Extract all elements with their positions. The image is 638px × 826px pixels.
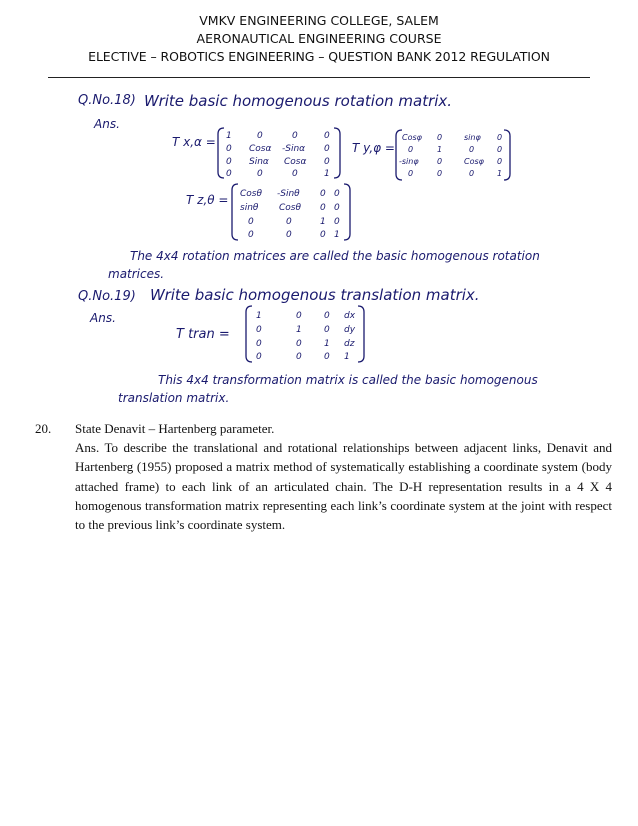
question-answer: Ans. To describe the translational and rotational relationships between adjacent links, Denavit and Hartenberg (1955) proposed a matrix method of systematically establishing a coordinate system (body attached frame) to each link of an articulated chain. The D-H representation results in a 4 X 4 homogenous transformation matrix representing each link’s coordinate system at the joint with respect to the previous link’s coordinate system. [75, 440, 612, 533]
matrix-cell: sinθ [240, 203, 259, 213]
tz-left-bracket [232, 184, 238, 240]
matrix-cell: 0 [286, 230, 292, 240]
matrix-cell: 0 [437, 133, 443, 142]
matrix-cell: 0 [296, 339, 302, 349]
ttran-left-bracket [246, 306, 252, 362]
matrix-cell: 0 [469, 169, 475, 178]
matrix-cell: 0 [324, 311, 330, 321]
matrix-cell: dy [344, 325, 356, 335]
matrix-cell: 1 [497, 169, 503, 178]
matrix-cell: sinφ [464, 133, 481, 142]
matrix-cell: 0 [296, 311, 302, 321]
tx-left-bracket [218, 128, 224, 178]
matrix-cell: 0 [469, 145, 475, 154]
ttran-matrix [256, 311, 356, 362]
matrix-cell: 1 [320, 217, 326, 227]
tx-matrix [226, 131, 330, 179]
matrix-cell: 0 [324, 144, 330, 154]
matrix-cell: 0 [248, 217, 254, 227]
matrix-cell: 0 [320, 230, 326, 240]
matrix-cell: 0 [226, 157, 232, 167]
matrix-cell: Cosφ [464, 157, 484, 166]
tz-label: T z,θ = [186, 193, 229, 207]
tz-matrix [240, 189, 340, 240]
matrix-cell: 0 [408, 169, 414, 178]
matrix-cell: 1 [256, 311, 262, 321]
q18-label: Q.No.18) [78, 93, 136, 108]
matrix-cell: -Sinα [282, 144, 306, 154]
matrix-cell: 0 [334, 203, 340, 213]
matrix-cell: -Sinθ [277, 189, 300, 199]
tx-label: T x,α = [172, 135, 216, 149]
matrix-cell: Cosθ [240, 189, 262, 199]
matrix-cell: 0 [324, 325, 330, 335]
matrix-cell: 0 [257, 131, 263, 141]
matrix-cell: 1 [344, 352, 350, 362]
matrix-cell: 0 [320, 189, 326, 199]
matrix-cell: 1 [334, 230, 340, 240]
matrix-cell: 0 [334, 217, 340, 227]
matrix-cell: 0 [226, 144, 232, 154]
matrix-cell: 0 [324, 157, 330, 167]
matrix-cell: 0 [497, 133, 503, 142]
ttran-label: T tran = [176, 327, 230, 342]
matrix-cell: dz [344, 339, 355, 349]
matrix-cell: 0 [226, 169, 232, 179]
q18-note-line1: The 4x4 rotation matrices are called the basic homogenous rotation [130, 249, 540, 263]
matrix-cell: 0 [257, 169, 263, 179]
ty-right-bracket [504, 130, 510, 180]
page-header [0, 12, 638, 66]
q18-question: Write basic homogenous rotation matrix. [144, 92, 453, 110]
matrix-cell: 0 [292, 131, 298, 141]
q19-note-line1: This 4x4 transformation matrix is called the basic homogenous [158, 373, 538, 387]
q19-ans-label: Ans. [90, 311, 116, 325]
matrix-cell: 1 [226, 131, 232, 141]
question-number: 20. [35, 421, 52, 436]
matrix-cell: 0 [292, 169, 298, 179]
matrix-cell: 0 [296, 352, 302, 362]
matrix-cell: 0 [286, 217, 292, 227]
q19-note-line2: translation matrix. [118, 391, 230, 405]
handwritten-answers-image [72, 88, 602, 413]
question-bank-title: ELECTIVE – ROBOTICS ENGINEERING – QUESTION BANK 2012 REGULATION [88, 49, 550, 64]
matrix-cell: 0 [256, 325, 262, 335]
ty-matrix [399, 133, 502, 178]
tz-right-bracket [344, 184, 350, 240]
matrix-cell: 0 [324, 131, 330, 141]
q18-note-line2: matrices. [108, 267, 165, 281]
q19-label: Q.No.19) [78, 289, 136, 304]
matrix-cell: 0 [334, 189, 340, 199]
ty-label: T y,φ = [352, 141, 395, 155]
question-title: State Denavit – Hartenberg parameter. [75, 421, 275, 436]
matrix-cell: Cosα [284, 157, 307, 167]
matrix-cell: 0 [256, 339, 262, 349]
tx-right-bracket [334, 128, 340, 178]
matrix-cell: 1 [324, 339, 330, 349]
q18-ans-label: Ans. [94, 117, 120, 131]
ttran-right-bracket [358, 306, 364, 362]
matrix-cell: 1 [437, 145, 443, 154]
matrix-cell: dx [344, 311, 356, 321]
matrix-cell: 1 [324, 169, 330, 179]
matrix-cell: 0 [256, 352, 262, 362]
matrix-cell: 0 [408, 145, 414, 154]
matrix-cell: Cosφ [402, 133, 422, 142]
matrix-cell: Cosθ [279, 203, 301, 213]
matrix-cell: Cosα [249, 144, 272, 154]
matrix-cell: 0 [437, 169, 443, 178]
matrix-cell: 0 [320, 203, 326, 213]
college-name: VMKV ENGINEERING COLLEGE, SALEM [199, 13, 439, 28]
matrix-cell: -sinφ [399, 157, 419, 166]
matrix-cell: 0 [497, 145, 503, 154]
matrix-cell: Sinα [249, 157, 269, 167]
q19-question: Write basic homogenous translation matrix. [150, 286, 480, 304]
matrix-cell: 0 [497, 157, 503, 166]
header-rule [48, 77, 590, 78]
matrix-cell: 0 [248, 230, 254, 240]
matrix-cell: 0 [437, 157, 443, 166]
matrix-cell: 0 [324, 352, 330, 362]
course-name: AERONAUTICAL ENGINEERING COURSE [196, 31, 442, 46]
matrix-cell: 1 [296, 325, 302, 335]
